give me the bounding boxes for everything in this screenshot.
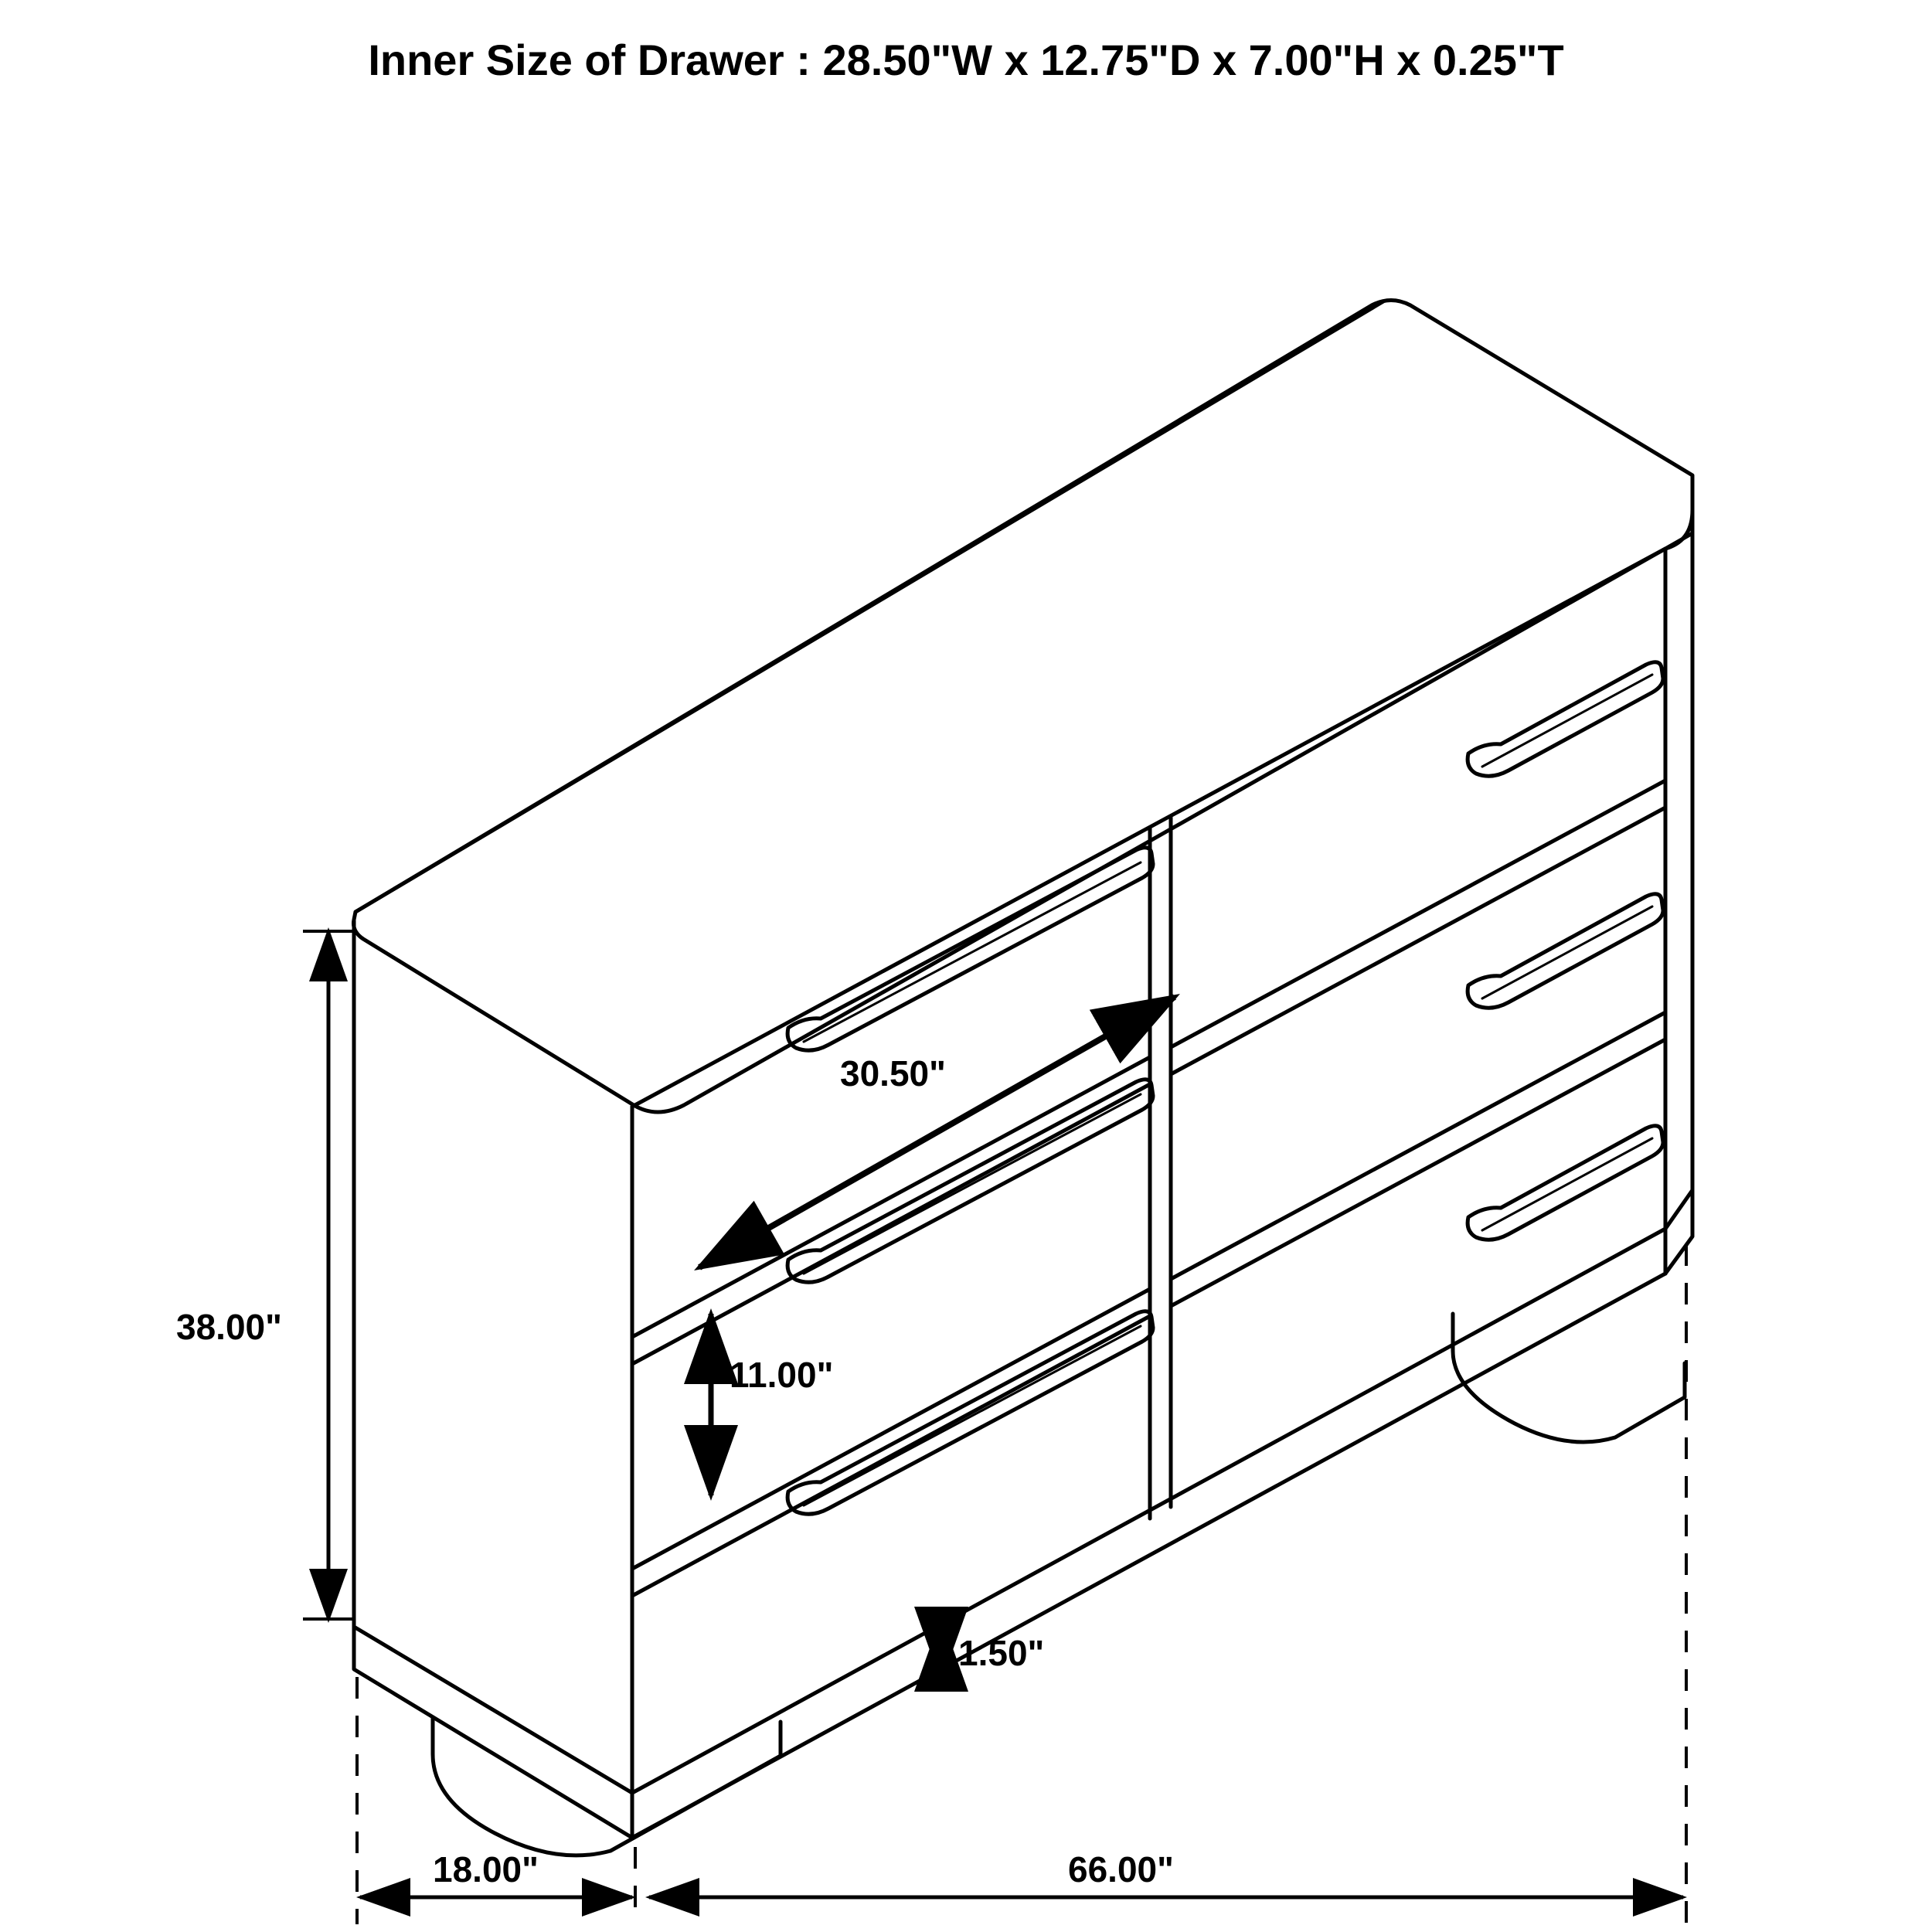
handle-left-2-inner [804, 1094, 1141, 1274]
left-side-panel [354, 921, 632, 1793]
foot-right [1453, 1314, 1685, 1442]
front-top-right-edge [1665, 533, 1692, 549]
right-bottom-bevel [1665, 1190, 1692, 1229]
foot-left-top [611, 1756, 781, 1851]
dimension-lines [303, 931, 1686, 1924]
dresser-body [354, 301, 1693, 1855]
handle-left-3-inner [804, 1326, 1141, 1505]
handle-right-3-inner [1482, 1138, 1652, 1230]
sep-right-2-top [1171, 1012, 1665, 1279]
dim-label-drawer-height: 11.00" [730, 1355, 834, 1395]
page-title: Inner Size of Drawer : 28.50"W x 12.75"D x 7.00"H x 0.25"T [368, 36, 1564, 84]
dim-label-side-depth: 18.00" [433, 1849, 539, 1889]
dim-label-height: 38.00" [176, 1307, 282, 1347]
sep-right-1-bot [1171, 808, 1665, 1074]
handle-right-2-inner [1482, 906, 1652, 998]
dim-label-depth: 30.50" [840, 1053, 946, 1094]
dim-label-base-height: 1.50" [958, 1633, 1045, 1673]
sep-right-2-bot [1171, 1039, 1665, 1306]
sep-right-1-top [1171, 781, 1665, 1047]
handle-left-1-inner [804, 862, 1141, 1042]
plinth-left [354, 1627, 632, 1838]
top-back-edge [355, 301, 1383, 912]
dresser-top [354, 301, 1693, 1113]
handle-right-1-inner [1482, 675, 1652, 767]
plinth-right-back [1665, 1190, 1692, 1274]
sep-left-1-top [632, 1057, 1150, 1337]
dim-label-width: 66.00" [1068, 1849, 1174, 1889]
